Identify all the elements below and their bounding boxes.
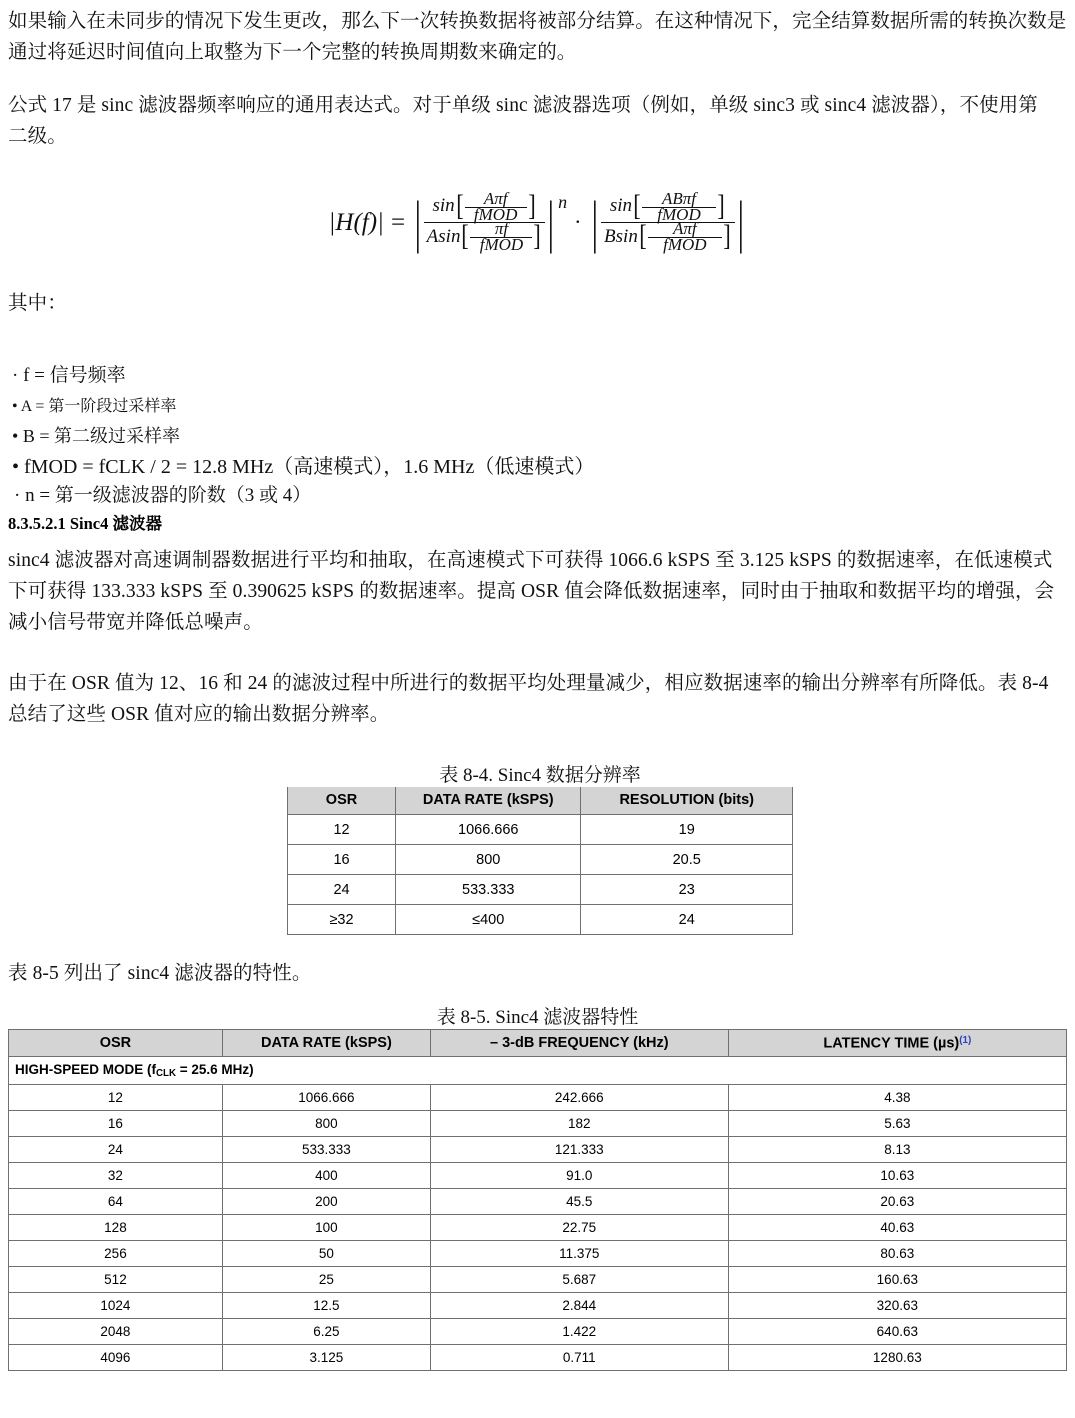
cell-3db-frequency: 1.422 (430, 1319, 728, 1345)
formula-abs-bar-open-1: | (414, 189, 422, 255)
table-84-caption: 表 8-4. Sinc4 数据分辨率 (287, 760, 793, 787)
table-sinc4-filter-characteristics (8, 1029, 1067, 1371)
cell-3db-frequency: 2.844 (430, 1293, 728, 1319)
cell-osr: 512 (9, 1267, 223, 1293)
column-header-osr: OSR (288, 785, 396, 815)
cell-latency-time: 320.63 (728, 1293, 1066, 1319)
cell-latency-time: 160.63 (728, 1267, 1066, 1293)
table-row (9, 1293, 1067, 1319)
table-row (9, 1163, 1067, 1189)
cell-osr: 24 (288, 875, 396, 905)
formula-term1-num-arg-denominator: fMOD (473, 204, 518, 224)
definition-item-n (14, 480, 311, 507)
table-row (288, 815, 793, 845)
formula-abs-bar-open-2: | (592, 189, 599, 255)
cell-latency-time: 40.63 (728, 1215, 1066, 1241)
definition-text: B = 第二级过采样率 (22, 426, 180, 446)
definition-text: fMOD = fCLK / 2 = 12.8 MHz（高速模式），1.6 MHz（低速模式） (24, 456, 595, 478)
cell-osr: 32 (9, 1163, 223, 1189)
column-header-data-rate: DATA RATE (kSPS) (396, 785, 581, 815)
cell-resolution: 19 (581, 815, 793, 845)
table-row (9, 1215, 1067, 1241)
cell-3db-frequency: 22.75 (430, 1215, 728, 1241)
cell-3db-frequency: 0.711 (430, 1345, 728, 1371)
formula-term2-num-arg-numerator: ABπf (642, 190, 716, 208)
formula-term2-den-fn: sin (615, 225, 638, 247)
section-heading-sinc4-filter: 8.3.5.2.1 Sinc4 滤波器 (8, 514, 163, 533)
cell-latency-time: 20.63 (728, 1189, 1066, 1215)
cell-data-rate: 6.25 (222, 1319, 430, 1345)
column-header-resolution: RESOLUTION (bits) (581, 785, 793, 815)
formula-sinc-frequency-response (0, 188, 1075, 255)
formula-term2-numerator: sin[ ABπf fMOD ] (601, 192, 735, 223)
table-row (288, 905, 793, 935)
cell-resolution: 20.5 (581, 845, 793, 875)
cell-osr: 16 (288, 845, 396, 875)
cell-data-rate: 1066.666 (222, 1085, 430, 1111)
paragraph-osr-resolution: 由于在 OSR 值为 12、16 和 24 的滤波过程中所进行的数据平均处理量减少，相应数据速率的输出分辨率有所降低。表 8-4 总结了这些 OSR 值对应的输出数据分辨率。 (8, 673, 1049, 725)
cell-osr: 1024 (9, 1293, 223, 1319)
cell-data-rate: 1066.666 (396, 815, 581, 845)
cell-data-rate: 3.125 (222, 1345, 430, 1371)
group-row-prefix: HIGH-SPEED MODE (f (15, 1061, 157, 1077)
formula-term2-num-arg-denominator: fMOD (657, 204, 701, 224)
table-84-body (288, 815, 793, 935)
formula-term2 (601, 188, 735, 255)
table-header-row (9, 1030, 1067, 1057)
formula-term1-numerator: sin[ Aπf fMOD ] (424, 192, 546, 223)
cell-data-rate: 533.333 (396, 875, 581, 905)
cell-osr: ≥32 (288, 905, 396, 935)
formula-term1-num-fn: sin (432, 195, 455, 216)
cell-data-rate: 12.5 (222, 1293, 430, 1319)
cell-3db-frequency: 121.333 (430, 1137, 728, 1163)
column-header-data-rate: DATA RATE (kSPS) (222, 1030, 430, 1057)
table-row (288, 875, 793, 905)
formula-lhs: |H(f)| (328, 208, 384, 236)
table-row (9, 1085, 1067, 1111)
table-row (9, 1111, 1067, 1137)
table-row (9, 1267, 1067, 1293)
formula-abs-bar-close-2: | (737, 189, 744, 255)
paragraph-sinc4-description: sinc4 滤波器对高速调制器数据进行平均和抽取，在高速模式下可获得 1066.6 kSPS 至 3.125 kSPS 的数据速率，在低速模式下可获得 133.333 kSPS 至 0.390625 kSPS 的数据速率。提高 OSR 值会降低数据速率，同时由于抽取和数据平均的增强，会减小信号带宽并降低总噪声。 (8, 550, 1055, 633)
paragraph-sync-note: 如果输入在未同步的情况下发生更改，那么下一次转换数据将被部分结算。在这种情况下，完全结算数据所需的转换次数是通过将延迟时间值向上取整为下一个完整的转换周期数来确定的。 (8, 11, 1067, 63)
cell-latency-time: 80.63 (728, 1241, 1066, 1267)
cell-osr: 16 (9, 1111, 223, 1137)
cell-data-rate: 533.333 (222, 1137, 430, 1163)
cell-osr: 4096 (9, 1345, 223, 1371)
definition-text: A = 第一阶段过采样率 (20, 398, 177, 415)
footnote-marker: (1) (959, 1034, 972, 1046)
formula-term2-denominator: Bsin[ Aπf fMOD ] (604, 219, 731, 255)
definition-text: f = 信号频率 (23, 365, 126, 386)
cell-3db-frequency: 11.375 (430, 1241, 728, 1267)
column-header-latency-label: LATENCY TIME (µs) (823, 1035, 960, 1052)
cell-3db-frequency: 91.0 (430, 1163, 728, 1189)
table-header-row (288, 785, 793, 815)
bullet-marker-icon: • (12, 426, 19, 446)
table-row (9, 1319, 1067, 1345)
bullet-marker-icon: · (14, 485, 21, 506)
group-row-high-speed-mode (9, 1057, 1067, 1085)
cell-resolution: 24 (581, 905, 793, 935)
formula-term1-den-coef: A (426, 225, 439, 247)
formula-multiply-operator: · (574, 209, 582, 235)
cell-latency-time: 5.63 (728, 1111, 1066, 1137)
cell-3db-frequency: 5.687 (430, 1267, 728, 1293)
cell-latency-time: 10.63 (728, 1163, 1066, 1189)
bullet-marker-icon: • (12, 456, 20, 478)
cell-3db-frequency: 182 (430, 1111, 728, 1137)
formula-term1 (424, 188, 546, 255)
table-row (9, 1345, 1067, 1371)
cell-osr: 12 (288, 815, 396, 845)
cell-latency-time: 640.63 (728, 1319, 1066, 1345)
bullet-marker-icon: · (12, 365, 19, 386)
formula-equals: = (390, 208, 406, 236)
table-row (9, 1241, 1067, 1267)
definition-item-f (12, 360, 126, 387)
table-row (9, 1189, 1067, 1215)
table-group-row (9, 1057, 1067, 1085)
cell-osr: 2048 (9, 1319, 223, 1345)
formula-abs-bar-close-1: | (548, 189, 555, 255)
cell-data-rate: 25 (222, 1267, 430, 1293)
cell-data-rate: 100 (222, 1215, 430, 1241)
cell-latency-time: 8.13 (728, 1137, 1066, 1163)
table-row (288, 845, 793, 875)
cell-osr: 64 (9, 1189, 223, 1215)
cell-data-rate: 800 (396, 845, 581, 875)
formula-term1-denominator: Asin[ πf fMOD ] (426, 219, 542, 255)
formula-term1-num-arg-numerator: Aπf (465, 190, 527, 208)
cell-data-rate: 800 (222, 1111, 430, 1137)
cell-latency-time: 4.38 (728, 1085, 1066, 1111)
paragraph-formula-intro: 公式 17 是 sinc 滤波器频率响应的通用表达式。对于单级 sinc 滤波器选项（例如，单级 sinc3 或 sinc4 滤波器），不使用第二级。 (8, 95, 1038, 147)
formula-exponent: n (558, 192, 568, 213)
formula-term1-den-fn: sin (438, 225, 461, 247)
column-header-osr: OSR (9, 1030, 223, 1057)
column-header-3db-frequency: – 3-dB FREQUENCY (kHz) (430, 1030, 728, 1057)
cell-3db-frequency: 45.5 (430, 1189, 728, 1215)
cell-resolution: 23 (581, 875, 793, 905)
table-85-caption: 表 8-5. Sinc4 滤波器特性 (8, 1002, 1067, 1029)
table-row (9, 1137, 1067, 1163)
definition-item-a (12, 393, 176, 416)
formula-term2-den-coef: B (604, 225, 616, 247)
cell-data-rate: 200 (222, 1189, 430, 1215)
cell-osr: 256 (9, 1241, 223, 1267)
formula-term2-den-arg-denominator: fMOD (663, 235, 707, 255)
group-row-suffix: = 25.6 MHz) (176, 1061, 254, 1077)
cell-data-rate: ≤400 (396, 905, 581, 935)
cell-data-rate: 50 (222, 1241, 430, 1267)
table-85-body (9, 1057, 1067, 1371)
paragraph-table85-intro: 表 8-5 列出了 sinc4 滤波器的特性。 (8, 963, 312, 984)
bullet-marker-icon: • (12, 398, 18, 415)
definition-item-b (12, 422, 180, 448)
formula-term2-den-arg-numerator: Aπf (648, 220, 722, 238)
definition-text: n = 第一级滤波器的阶数（3 或 4） (25, 485, 312, 506)
formula-term1-den-arg-numerator: πf (470, 220, 532, 238)
column-header-latency-time (728, 1030, 1066, 1057)
cell-osr: 128 (9, 1215, 223, 1241)
group-row-subscript: CLK (156, 1068, 176, 1080)
formula-expression (328, 188, 747, 255)
cell-3db-frequency: 242.666 (430, 1085, 728, 1111)
paragraph-where-label: 其中： (8, 293, 67, 314)
cell-data-rate: 400 (222, 1163, 430, 1189)
formula-term2-num-fn: sin (609, 195, 633, 216)
cell-osr: 24 (9, 1137, 223, 1163)
definition-item-fmod (12, 450, 594, 479)
formula-term1-den-arg-denominator: fMOD (479, 235, 524, 255)
cell-latency-time: 1280.63 (728, 1345, 1066, 1371)
cell-osr: 12 (9, 1085, 223, 1111)
table-sinc4-data-resolution (287, 784, 793, 935)
